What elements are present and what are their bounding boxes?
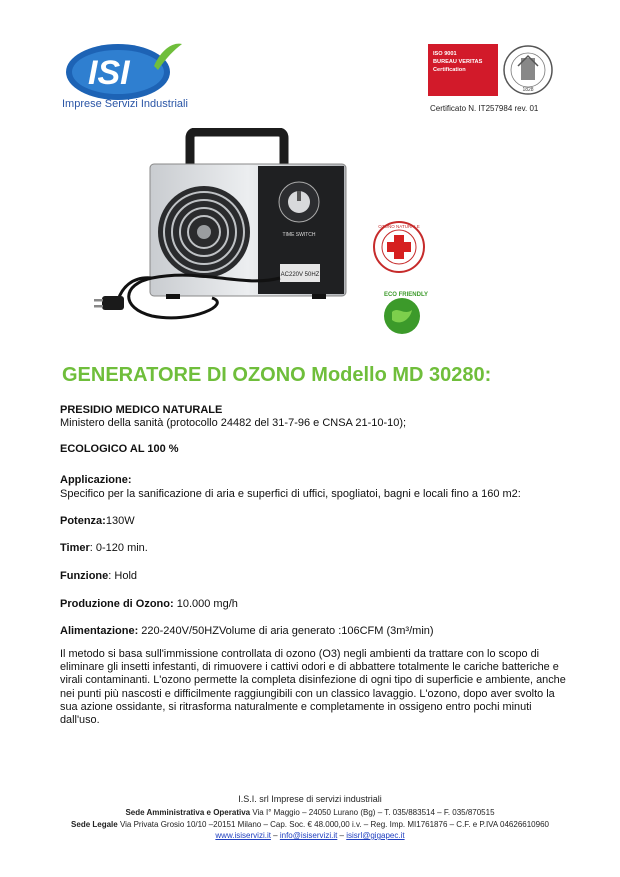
- cert-line: ISO 9001: [433, 51, 457, 57]
- potenza-row: [60, 515, 135, 528]
- alimentazione-row: [60, 625, 434, 638]
- plate-label: AC220V 50HZ: [280, 272, 320, 278]
- info-email-link[interactable]: info@isiservizi.it: [279, 831, 338, 840]
- link-separator: –: [270, 831, 280, 840]
- footer-company: I.S.I. srl Imprese di servizi industriali: [238, 794, 382, 804]
- timer-spec-value: : 0-120 min.: [89, 542, 148, 554]
- cert-label: [428, 44, 498, 96]
- potenza-value: 130W: [105, 515, 135, 527]
- ozono-naturale-badge-icon: [372, 220, 426, 274]
- sede-legale-label: Sede Legale: [71, 820, 118, 829]
- website-link[interactable]: www.isiservizi.it: [215, 831, 271, 840]
- certification-block: [428, 44, 556, 96]
- eco-friendly-badge-icon: [374, 286, 436, 336]
- sede-amm-text: Via I° Maggio – 24050 Lurano (Bg) – T. 035/883514 – F. 035/870515: [250, 808, 495, 817]
- funzione-label: Funzione: [60, 570, 109, 582]
- presidio-heading: PRESIDIO MEDICO NATURALE: [60, 404, 223, 416]
- isi-logo-text: ISI: [88, 54, 130, 92]
- footer-links: [0, 831, 620, 840]
- alimentazione-value: 220-240V/50HZVolume di aria generato :106CFM (3m³/min): [138, 625, 434, 637]
- funzione-row: [60, 570, 137, 583]
- funzione-value: : Hold: [108, 570, 138, 582]
- link-separator: –: [337, 831, 347, 840]
- alimentazione-label: Alimentazione:: [60, 625, 139, 637]
- footer-sede-legale: [0, 820, 620, 829]
- footer-sede-amministrativa: [0, 808, 620, 817]
- bureau-veritas-seal-icon: [500, 44, 556, 96]
- potenza-label: Potenza:: [60, 515, 106, 527]
- timer-row: [60, 542, 148, 555]
- presidio-text: Ministero della sanità (protocollo 24482 del 31-7-96 e CNSA 21-10-10);: [60, 417, 407, 429]
- timer-spec-label: Timer: [60, 542, 90, 554]
- pec-email-link[interactable]: isisrl@gigapec.it: [346, 831, 405, 840]
- sede-amm-label: Sede Amministrativa e Operativa: [125, 808, 251, 817]
- description-paragraph: Il metodo si basa sull'immissione controllata di ozono (O3) negli ambienti da trattare con lo scopo di eliminare gli insetti infestanti, di rimuovere i cattivi odori e di abbattere totalmente le cariche batteriche e virali contaminanti. L'ozono permette la completa disinfezione di ogni tipo di superficie e ambiente, anche nei punti più nascosti e difficilmente raggiungibili con un classico lavaggio. L'ozono, dopo aver svolto la sua azione ossidante, si ritrasforma naturalmente e completamente in ossigeno entro pochi minuti dall'uso.: [60, 648, 566, 727]
- logo-subtitle: Imprese Servizi Industriali: [62, 98, 188, 110]
- sede-legale-text: Via Privata Grosio 10/10 –20151 Milano – Cap. Soc. € 48.000,00 i.v. – Reg. Imp. MI1761876 – C.F. e P.IVA 04626610960: [117, 820, 549, 829]
- ecologico-text: ECOLOGICO AL 100 %: [60, 443, 179, 455]
- ozone-generator-image: [92, 128, 352, 338]
- product-title: GENERATORE DI OZONO Modello MD 30280:: [62, 364, 492, 386]
- produzione-label: Produzione di Ozono:: [60, 598, 174, 610]
- eco-badge-text: ECO FRIENDLY: [383, 292, 429, 298]
- cert-line: BUREAU VERITAS: [433, 59, 483, 66]
- certificate-number: Certificato N. IT257984 rev. 01: [430, 104, 539, 113]
- svg-text:1828: 1828: [522, 87, 534, 93]
- cert-line: Certification: [433, 67, 466, 74]
- applicazione-heading: Applicazione:: [60, 474, 132, 486]
- produzione-row: [60, 598, 238, 611]
- applicazione-text: Specifico per la sanificazione di aria e superfici di uffici, spogliatoi, bagni e locali fino a 160 m2:: [60, 488, 521, 500]
- timer-label: TIME SWITCH: [282, 232, 316, 238]
- ozono-badge-text: OZONO NATURALE: [378, 224, 420, 229]
- produzione-value: 10.000 mg/h: [173, 598, 238, 610]
